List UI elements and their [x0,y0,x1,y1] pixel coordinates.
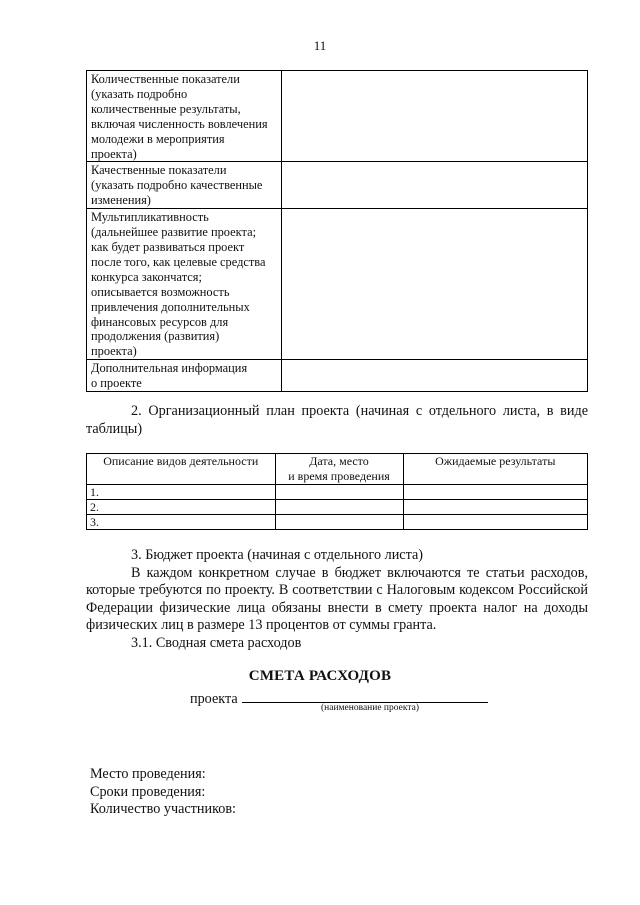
row-label-multiplicativity: Мультипликативность (дальнейшее развитие проекта; как будет развиваться проект после того, как целевые средства конкурса закончатся; описывается возможность привлечения дополнительных финансовых ресурсов для продолжения (развития) проекта) [87,209,282,360]
table-row [87,209,588,360]
section-3-heading: 3. Бюджет проекта (начиная с отдельного листа) [131,547,423,563]
section-3-paragraph: В каждом конкретном случае в бюджет включаются те статьи расходов, которые требуются по проекту. В соответствии с Налоговым кодексом Российской Федерации физические лица обязаны внести в смету проекта налог на доходы физических лиц в размере 13 процентов от суммы гранта. [86,564,588,634]
cell-result [403,485,587,500]
row-value-quantitative [281,71,587,162]
project-results-table [86,70,588,392]
page-number: 11 [313,38,327,53]
table-row [87,500,588,515]
dates-label: Сроки проведения: [90,783,206,800]
organizational-plan-table [86,453,588,530]
header-activities: Описание видов деятельности [87,454,276,485]
header-date-place: Дата, место и время проведения [275,454,403,485]
row-value-qualitative [281,162,587,209]
cell-activity: 1. [87,485,276,500]
row-label-additional-info: Дополнительная информация о проекте [87,360,282,392]
place-label: Место проведения: [90,766,206,782]
row-label-qualitative: Качественные показатели (указать подробно качественные изменения) [87,162,282,209]
estimate-title: СМЕТА РАСХОДОВ [248,668,392,684]
section-3-1-heading: 3.1. Сводная смета расходов [131,634,302,651]
cell-result [403,500,587,515]
project-name-blank[interactable] [242,688,488,703]
cell-date [275,515,403,530]
row-value-additional-info [281,360,587,392]
table-row [87,162,588,209]
section-3 [86,547,588,653]
table-row [87,485,588,500]
project-label: проекта [190,691,238,707]
cell-result [403,515,587,530]
section-2-text: 2. Организационный план проекта (начиная с отдельного листа, в виде таблицы) [86,403,588,437]
table-row [87,515,588,530]
header-expected-results: Ожидаемые результаты [403,454,587,485]
cell-activity: 2. [87,500,276,515]
cell-date [275,485,403,500]
cell-date [275,500,403,515]
cell-activity: 3. [87,515,276,530]
participants-label: Количество участников: [90,801,236,818]
table-header-row [87,454,588,485]
project-name-caption: (наименование проекта) [320,703,419,713]
row-value-multiplicativity [281,209,587,360]
table-row [87,71,588,162]
event-info [90,766,236,819]
row-label-quantitative: Количественные показатели (указать подробно количественные результаты, включая численность вовлечения молодежи в мероприятия проекта) [87,71,282,162]
table-row [87,360,588,392]
